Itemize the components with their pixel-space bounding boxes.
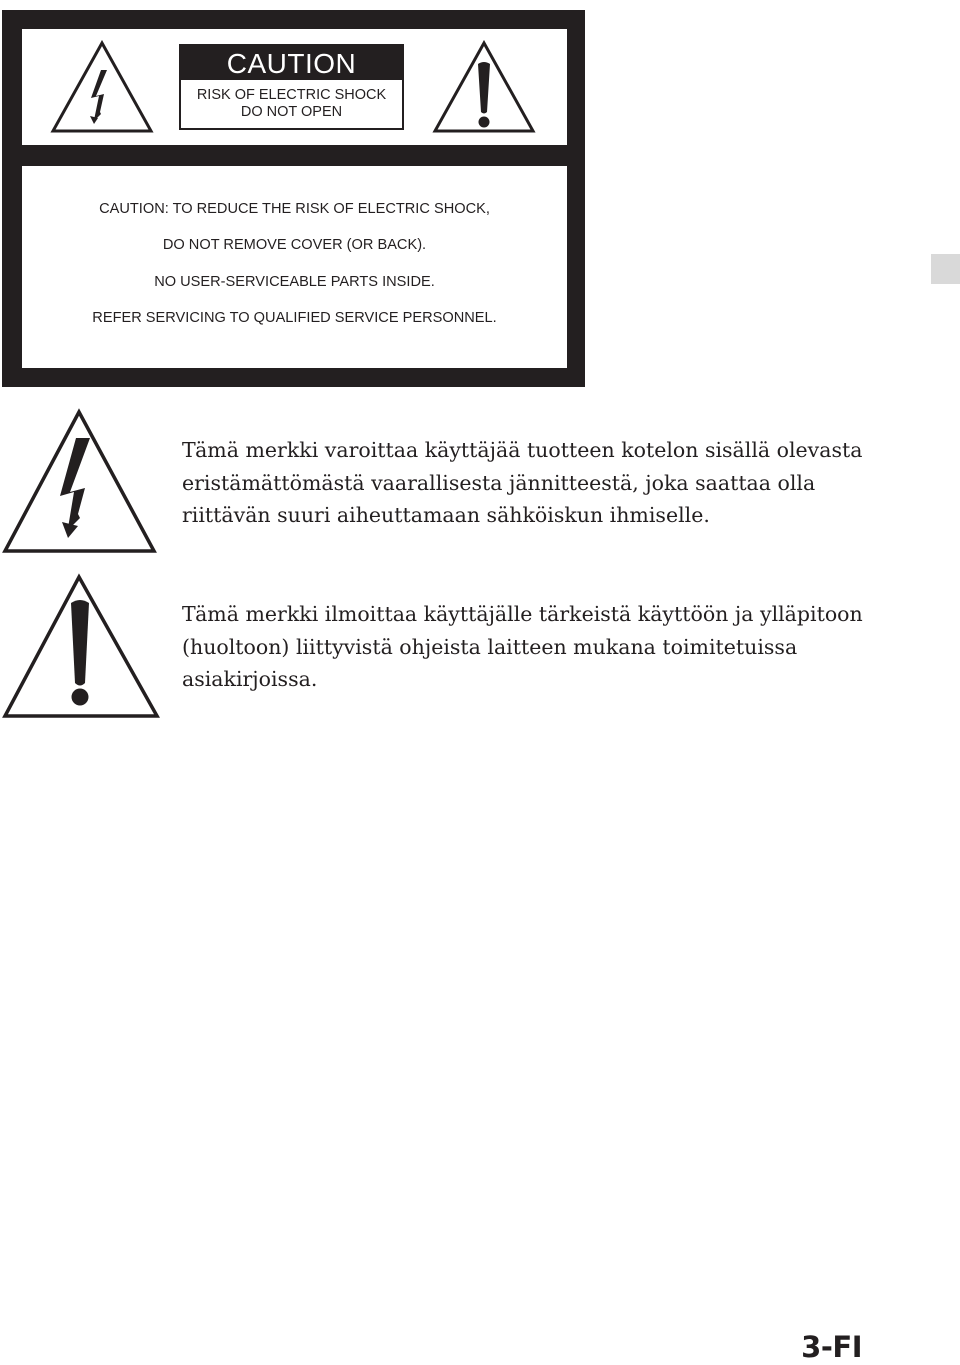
exclamation-warning-icon xyxy=(432,40,536,134)
caution-label-panel xyxy=(2,10,585,387)
caution-label-top-section xyxy=(22,29,567,145)
caution-notice-line: CAUTION: TO REDUCE THE RISK OF ELECTRIC SHOCK, xyxy=(99,201,490,217)
caution-notice xyxy=(22,166,567,368)
caution-notice-line: REFER SERVICING TO QUALIFIED SERVICE PERSONNEL. xyxy=(92,310,497,326)
lightning-symbol-description: Tämä merkki varoittaa käyttäjää tuotteen kotelon sisällä olevasta eristämättömästä vaarallisesta jännitteestä, joka saattaa olla riittävän suuri aiheuttamaan sähköiskun ihmiselle. xyxy=(182,438,863,527)
section-tab-marker xyxy=(931,254,960,284)
lightning-warning-icon xyxy=(2,408,157,554)
exclamation-warning-icon xyxy=(2,573,160,719)
caution-label-line: RISK OF ELECTRIC SHOCK xyxy=(196,87,387,103)
exclamation-symbol-description: Tämä merkki ilmoittaa käyttäjälle tärkeistä käyttöön ja ylläpitoon (huoltoon) liittyvistä ohjeista laitteen mukana toimitetuissa asiakirjoissa. xyxy=(182,602,863,691)
caution-label-line: DO NOT OPEN xyxy=(240,104,343,120)
caution-label-header: CAUTION xyxy=(181,46,402,80)
caution-notice-line: DO NOT REMOVE COVER (OR BACK). xyxy=(162,237,427,253)
caution-label xyxy=(179,44,404,130)
caution-notice-line: NO USER-SERVICEABLE PARTS INSIDE. xyxy=(154,274,435,290)
lightning-warning-icon xyxy=(50,40,154,134)
page-number: 3-FI xyxy=(801,1330,862,1364)
